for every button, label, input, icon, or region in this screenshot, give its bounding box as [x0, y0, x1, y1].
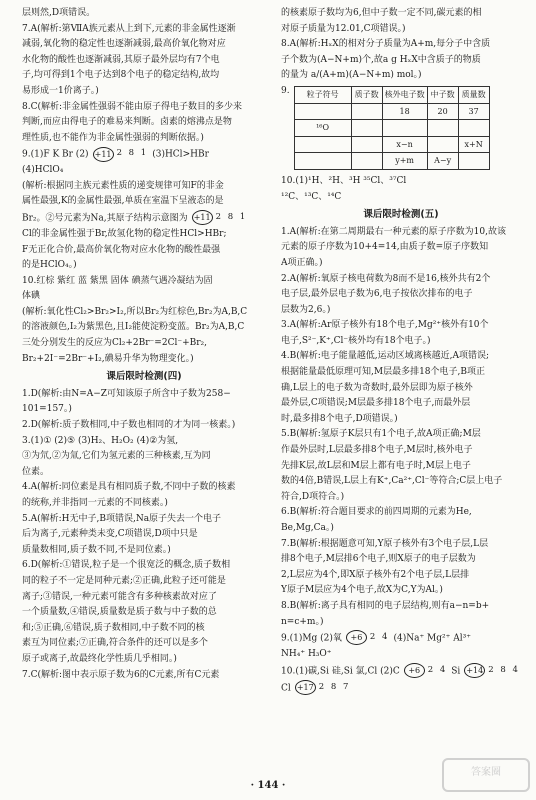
table-cell: 18: [382, 103, 427, 120]
atom-structure-diagram: [404, 663, 448, 679]
answer-line: n=c+m。): [281, 616, 324, 627]
atom-nucleus: +6: [346, 630, 367, 645]
electron-shells: 2 8 4: [488, 664, 520, 675]
answer-line: 8.A(解析:HₓX的相对分子质量为A+m,每分子中含质: [281, 39, 491, 50]
answer-line: Cl的非金属性强于Br,故氢化物的稳定性HCl>HBr;: [22, 228, 227, 239]
table-label: 9.: [281, 85, 290, 96]
answer-line: 4.A(解析:同位素是具有相同质子数,不同中子数的核素: [22, 482, 236, 493]
answer-line: 离子;③错误,一种元素可能含有多种核素故对应了: [22, 591, 217, 602]
answer-line: 10.红棕 紫红 蓝 紫黑 固体 碘蒸气遇冷凝结为固: [22, 275, 213, 286]
answer-line: 后为离子,元素种类未变,C项错误,D项中只是: [22, 529, 198, 540]
table-cell: A−y: [427, 153, 458, 170]
answer-line: 2.D(解析:质子数相同,中子数也相同的才为同一核素。): [22, 420, 236, 431]
answer-line: 5.B(解析:氢原子K层只有1个电子,故A项正确;M层: [281, 429, 481, 440]
table-cell: ¹⁶O: [294, 120, 351, 137]
answer-line: (解析:氧化性Cl₂>Br₂>I₂,所以Br₂为红棕色,Br₂为A,B,C: [22, 306, 248, 317]
table-header-cell: 质量数: [458, 86, 489, 103]
table-cell: [294, 153, 351, 170]
answer-line: 3.A(解析:Ar原子核外有18个电子,Mg²⁺核外有10个: [281, 320, 489, 331]
electron-shells: 2 4: [427, 664, 448, 675]
right-column: [281, 6, 521, 696]
atom-nucleus: +6: [404, 663, 425, 678]
table-cell: [458, 153, 489, 170]
answer-line: 2,L层应为4个,即X原子核外有2个电子层,L层排: [281, 569, 470, 580]
answer-text: 10.(1)碳,Si 硅,Si 氯,Cl (2)C: [281, 665, 400, 676]
answer-line: [281, 630, 521, 647]
atom-structure-diagram: [93, 146, 149, 162]
table-cell: x+N: [458, 136, 489, 153]
electron-shells: 2 4: [369, 632, 390, 643]
answer-line: 层则然,D项错误。: [22, 8, 96, 18]
table-cell: 20: [427, 103, 458, 120]
atom-structure-diagram: [346, 630, 390, 646]
answer-line: 7.B(解析:根据题意可知,Y原子核外有3个电子层,L层: [281, 538, 489, 549]
section-title: 课后限时检测(四): [106, 371, 182, 383]
table-row: [294, 136, 489, 153]
table-header-cell: 中子数: [427, 86, 458, 103]
answer-line: 先排K层,故L层和M层上都有电子时,M层上电子: [281, 460, 471, 471]
answer-line: [22, 210, 266, 227]
answer-line: 水化物的酸性也逐渐减弱,其原子最外层均有7个电: [22, 54, 220, 65]
answer-line: [281, 680, 521, 697]
answer-line: Y原子M层应为4个电子,故X为C,Y为Al。): [281, 585, 443, 596]
answer-line: 6.D(解析:①错误,粒子是一个很宽泛的概念,质子数相: [22, 560, 231, 571]
answer-text: (3)HCl>HBr: [152, 149, 209, 160]
table-cell: [294, 103, 351, 120]
atom-structure-diagram: [192, 210, 248, 226]
answer-line: 同的粒子不一定是同种元素;②正确,此粒子还可能是: [22, 575, 226, 586]
table-cell: x−n: [382, 136, 427, 153]
section-title: 课后限时检测(五): [363, 209, 439, 221]
answer-line: 元素的原子序数为10+4=14,由质子数=原子序数知: [281, 242, 489, 253]
answer-line: 素互为同位素;⑦正确,符合条件的还可以是多个: [22, 638, 208, 649]
answer-line: 一个质量数,④错误,质量数是质子数与中子数的总: [22, 607, 217, 618]
answer-line: 4.B(解析:电子能量越低,运动区域离核越近,A项错误;: [281, 351, 489, 362]
answer-line: 时,最多排8个电子,D项错误。): [281, 413, 398, 424]
answer-line: 层数为2,6。): [281, 304, 331, 315]
answer-line: 理性质,也不能作为非金属性强弱的判断依据。): [22, 132, 204, 143]
answer-line: 三处分别发生的反应为Cl₂+2Br⁻=2Cl⁻+Br₂,: [22, 338, 208, 349]
table-header-cell: 质子数: [351, 86, 382, 103]
answer-line: 5.A(解析:H无中子,B项错误,Na原子失去一个电子: [22, 513, 222, 524]
table-cell: [427, 136, 458, 153]
atom-structure-diagram: [295, 680, 351, 696]
watermark-logo: 答案圈: [442, 758, 530, 792]
atom-nucleus: +17: [295, 680, 316, 695]
answer-line: 的量为 a/(A+m)(A−N+m) mol。): [281, 70, 422, 81]
answer-line: (解析:根据同主族元素性质的递变规律可知F的非金: [22, 180, 224, 191]
answer-text: Cl: [281, 682, 291, 693]
table-cell: [382, 120, 427, 137]
table-cell: [351, 136, 382, 153]
table-header-row: [294, 86, 489, 103]
answer-line: 8.C(解析:非金属性强弱不能由原子得电子数目的多少来: [22, 101, 243, 112]
electron-shells: 2 8 1: [116, 148, 149, 159]
answer-line: 排8个电子,M层排6个电子,则X原子的电子层数为: [281, 554, 476, 565]
answer-line: 电子,S²⁻,K⁺,Cl⁻核外均有18个电子。): [281, 335, 431, 346]
answer-line: 7.C(解析:图中表示原子数为6的C元素,所有C元素: [22, 669, 220, 680]
atom-nucleus: +11: [93, 147, 114, 162]
answer-line: 易形成一1价离子。): [22, 85, 99, 96]
page-number: · 144 ·: [250, 780, 286, 791]
answer-line: 的溶液颜色,I₂为紫黑色,且I₂能使淀粉变蓝。Br₂为A,B,C: [22, 322, 245, 333]
answer-line: 减弱,氧化物的稳定性也逐渐减弱,最高价氧化物对应: [22, 39, 226, 50]
answer-line: 子,均可得到1个电子达到8个电子的稳定结构,故均: [22, 70, 220, 81]
answer-line: 8.B(解析:离子具有相同的电子层结构,则有a−n=b+: [281, 600, 490, 611]
table-cell: 37: [458, 103, 489, 120]
answer-line: 质量数相同,质子数不同,不是同位素。): [22, 544, 171, 555]
answer-line: 体碘: [22, 291, 41, 302]
table-row: [294, 153, 489, 170]
particle-table: [294, 86, 490, 170]
answer-line: 符合,D项符合。): [281, 491, 345, 502]
atom-nucleus: +14: [464, 663, 485, 678]
atom-nucleus: +11: [192, 210, 213, 225]
answer-line: 作最外层时,L层最多排8个电子,M层时,核外电子: [281, 445, 473, 456]
answer-text: (4)Na⁺ Mg²⁺ Al³⁺: [393, 633, 471, 644]
answer-line: [22, 146, 266, 163]
answer-line: 3.(1)① (2)⑤ (3)H₂、H₂O₂ (4)②为氢,: [22, 435, 179, 446]
answer-line: ¹²C、¹³C、¹⁴C: [281, 191, 342, 202]
answer-line: F无正化合价,最高价氧化物对应水化物的酸性最强: [22, 244, 221, 255]
answer-line: A项正确。): [281, 257, 323, 268]
answer-line: 10.(1)¹H、²H、³H ³⁵Cl、³⁷Cl: [281, 175, 407, 186]
answer-line: 判断,而应由得电子的难易来判断。卤素的熔沸点是物: [22, 117, 232, 128]
table-cell: [458, 120, 489, 137]
answer-line: 数的4倍,B错误,L层上有K⁺,Ca²⁺,Cl⁻等符合;C层上电子: [281, 476, 503, 487]
answer-line: 电子层,最外层电子数为6,电子按依次排布的电子: [281, 289, 473, 300]
answer-line: 位素。: [22, 466, 50, 477]
answer-line: 的核素原子数均为6,但中子数一定不同,碳元素的相: [281, 8, 482, 18]
answer-line: (4)HClO₄: [22, 165, 64, 176]
electron-shells: 2 8 1: [215, 212, 248, 223]
table-header-cell: 核外电子数: [382, 86, 427, 103]
answer-line: 原子或离子,故最终化学性质几乎相同。): [22, 653, 177, 664]
atom-structure-diagram: [464, 663, 520, 679]
table-header-cell: 粒子符号: [294, 86, 351, 103]
answer-line: [281, 663, 521, 680]
electron-shells: 2 8 7: [318, 681, 351, 692]
answer-line: ③为氘,②为氚,它们为氢元素的三种核素,互为同: [22, 451, 211, 462]
answer-text: Si: [451, 665, 461, 676]
table-cell: [351, 153, 382, 170]
table-row: [294, 120, 489, 137]
answer-line: 2.A(解析:氧原子核电荷数为8而不是16,核外共有2个: [281, 273, 491, 284]
table-cell: [294, 136, 351, 153]
table-cell: [351, 120, 382, 137]
table-row: [294, 103, 489, 120]
table-cell: y+m: [382, 153, 427, 170]
table-block: [281, 84, 521, 174]
answer-line: 1.A(解析:在第二周期最右一种元素的原子序数为10,故该: [281, 226, 506, 237]
answer-line: 和;⑤正确,⑥错误,质子数相同,中子数不同的核: [22, 622, 205, 633]
left-column: [22, 6, 266, 683]
table-cell: [427, 120, 458, 137]
table-cell: [351, 103, 382, 120]
answer-line: 6.B(解析:符合题目要求的前四周期的元素为He,: [281, 507, 472, 518]
answer-line: 1.D(解析:由N=A−Z可知该原子所含中子数为258−: [22, 388, 231, 399]
answer-line: 对原子质量为12.01,C项错误。): [281, 23, 406, 34]
answer-text: 9.(1)F K Br (2): [22, 149, 89, 160]
answer-line: 属性最强,K的金属性最强,单质在室温下呈液态的是: [22, 196, 224, 207]
answer-line: 7.A(解析:第ⅦA族元素从上到下,元素的非金属性逐渐: [22, 23, 236, 34]
answer-line: 101=157。): [22, 404, 72, 415]
answer-line: NH₄⁺ H₃O⁺: [281, 649, 332, 660]
answer-line: 最外层,C项错误;M层最多排18个电子,而最外层: [281, 398, 471, 409]
answer-line: 确,L层上的电子数为奇数时,最外层即为原子核外: [281, 382, 473, 393]
answer-line: 子个数为(A−N+m)个,故a g HₓX中含质子的物质: [281, 54, 481, 65]
answer-line: 的是HClO₄。): [22, 260, 77, 271]
answer-line: 的统称,并非指同一元素的不同核素。): [22, 498, 168, 508]
answer-text: Br₂。②号元素为Na,其原子结构示意图为: [22, 213, 188, 224]
answer-text: 9.(1)Mg (2)氧: [281, 633, 342, 644]
answer-line: 根据能量最低原理可知,M层最多排18个电子,B项正: [281, 367, 486, 378]
answer-line: Be,Mg,Ca。): [281, 523, 334, 533]
answer-line: Br₂+2I⁻=2Br⁻+I₂,碘易升华为物理变化。): [22, 353, 194, 364]
